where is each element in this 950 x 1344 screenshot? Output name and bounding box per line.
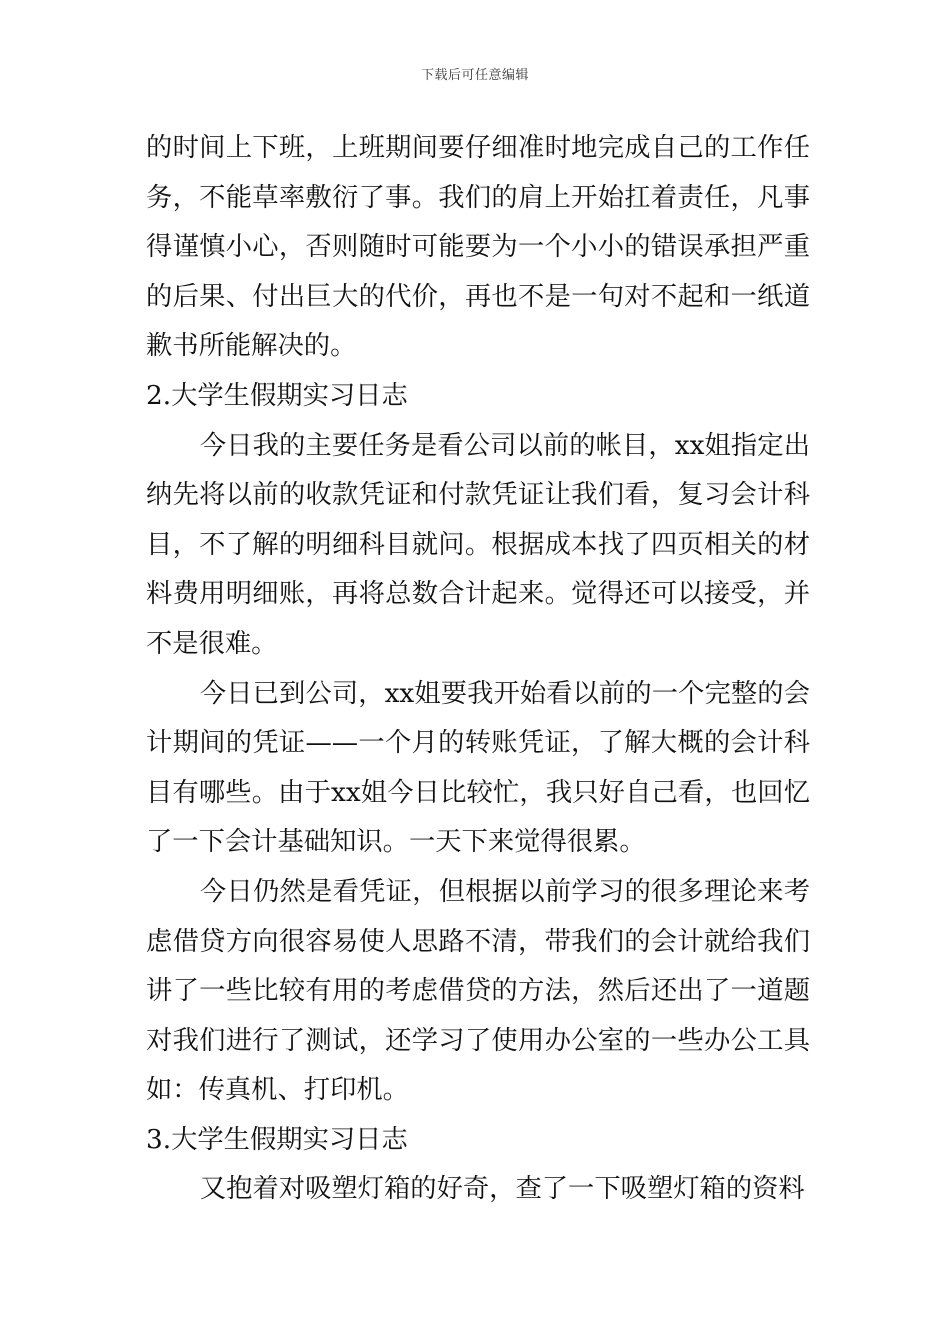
paragraph-log-3: 今日仍然是看凭证，但根据以前学习的很多理论来考虑借贷方向很容易使人思路不清，带我们的会计就给我们讲了一些比较有用的考虑借贷的方法，然后还出了一道题对我们进行了测试，还学习了使用办公室的一些办公工具如：传真机、打印机。 [146, 876, 810, 1106]
paragraph-log-4: 又抱着对吸塑灯箱的好奇，查了一下吸塑灯箱的资料 [199, 1174, 805, 1205]
section-heading-3: 3.大学生假期实习日志 [146, 1124, 408, 1155]
section-heading-2: 2.大学生假期实习日志 [146, 380, 408, 411]
paragraph-log-1: 今日我的主要任务是看公司以前的帐目，xx姐指定出纳先将以前的收款凭证和付款凭证让我们看，复习会计科目，不了解的明细科目就问。根据成本找了四页相关的材料费用明细账，再将总数合计起来。觉得还可以接受，并不是很难。 [146, 430, 810, 659]
page-header: 下载后可任意编辑 [420, 68, 529, 83]
paragraph-log-2: 今日已到公司，xx姐要我开始看以前的一个完整的会计期间的凭证——一个月的转账凭证，了解大概的会计科目有哪些。由于xx姐今日比较忙，我只好自己看，也回忆了一下会计基础知识。一天下来觉得很累。 [146, 678, 810, 858]
document-body [146, 124, 810, 1215]
paragraph-continued: 的时间上下班，上班期间要仔细准时地完成自己的工作任务，不能草率敷衍了事。我们的肩上开始扛着责任，凡事得谨慎小心，否则随时可能要为一个小小的错误承担严重的后果、付出巨大的代价，再也不是一句对不起和一纸道歉书所能解决的。 [146, 133, 810, 362]
